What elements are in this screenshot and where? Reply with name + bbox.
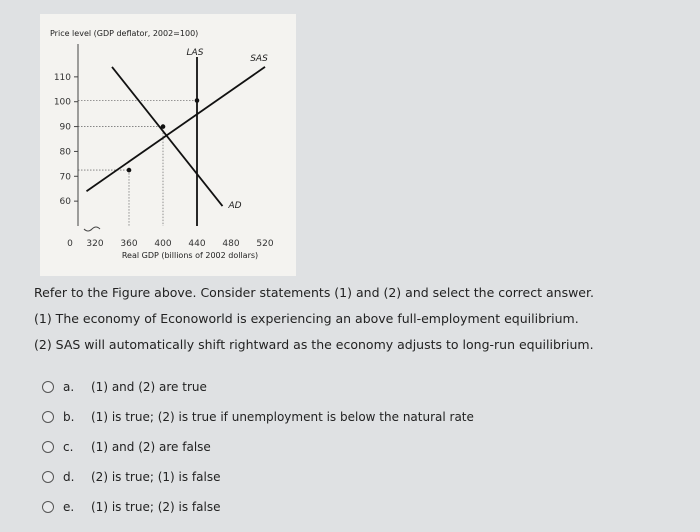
origin-label: 0 xyxy=(67,239,73,249)
x-tick-label: 520 xyxy=(256,239,274,249)
equilibrium-point xyxy=(161,124,166,129)
y-tick-label: 110 xyxy=(53,72,71,83)
answer-options xyxy=(42,372,662,522)
option-c[interactable] xyxy=(42,432,662,462)
x-axis-title: Real GDP (billions of 2002 dollars) xyxy=(121,251,259,260)
y-tick-label: 90 xyxy=(59,122,71,133)
statement-1: (1) The economy of Econoworld is experiencing an above full-employment equilibrium. xyxy=(34,311,579,326)
x-tick-label: 320 xyxy=(86,239,104,249)
option-d[interactable] xyxy=(42,462,662,492)
option-letter: a. xyxy=(63,380,75,394)
equilibrium-point xyxy=(127,168,132,173)
x-tick-label: 400 xyxy=(154,239,172,249)
y-tick-label: 100 xyxy=(53,97,71,108)
las-label: LAS xyxy=(186,48,204,58)
statement-2: (2) SAS will automatically shift rightward as the economy adjusts to long-run equilibrium. xyxy=(34,337,594,352)
option-letter: e. xyxy=(63,500,75,514)
option-b[interactable] xyxy=(42,402,662,432)
question-text xyxy=(34,280,674,358)
option-a[interactable] xyxy=(42,372,662,402)
chart-title: Price level (GDP deflator, 2002=100) xyxy=(50,29,199,38)
y-tick-label: 60 xyxy=(59,197,71,208)
x-tick-label: 360 xyxy=(120,239,138,249)
sas-label: SAS xyxy=(250,53,268,64)
option-letter: c. xyxy=(63,440,74,454)
option-letter: d. xyxy=(63,470,75,484)
sas-curve xyxy=(87,67,266,191)
option-text: (1) is true; (2) is false xyxy=(91,500,221,514)
as-ad-chart xyxy=(40,14,296,276)
option-text: (1) is true; (2) is true if unemployment is below the natural rate xyxy=(91,410,474,424)
radio-button[interactable] xyxy=(42,441,54,453)
radio-button[interactable] xyxy=(42,411,54,423)
axis-break-mark xyxy=(84,227,100,231)
chart-labels xyxy=(50,29,274,260)
equilibrium-point xyxy=(195,98,200,103)
ad-label: AD xyxy=(228,201,242,212)
ad-curve xyxy=(112,67,223,206)
figure-card xyxy=(40,14,296,276)
radio-button[interactable] xyxy=(42,381,54,393)
x-tick-label: 440 xyxy=(188,239,206,249)
option-text: (1) and (2) are false xyxy=(91,440,211,454)
option-letter: b. xyxy=(63,410,75,424)
option-e[interactable] xyxy=(42,492,662,522)
x-tick-label: 480 xyxy=(222,239,240,249)
option-text: (1) and (2) are true xyxy=(91,380,207,394)
y-tick-label: 70 xyxy=(59,172,71,183)
radio-button[interactable] xyxy=(42,471,54,483)
option-text: (2) is true; (1) is false xyxy=(91,470,221,484)
question-prompt: Refer to the Figure above. Consider statements (1) and (2) and select the correct answer. xyxy=(34,285,594,300)
radio-button[interactable] xyxy=(42,501,54,513)
y-tick-label: 80 xyxy=(59,147,71,158)
chart-gridlines xyxy=(78,100,197,226)
chart-axes xyxy=(74,44,100,231)
